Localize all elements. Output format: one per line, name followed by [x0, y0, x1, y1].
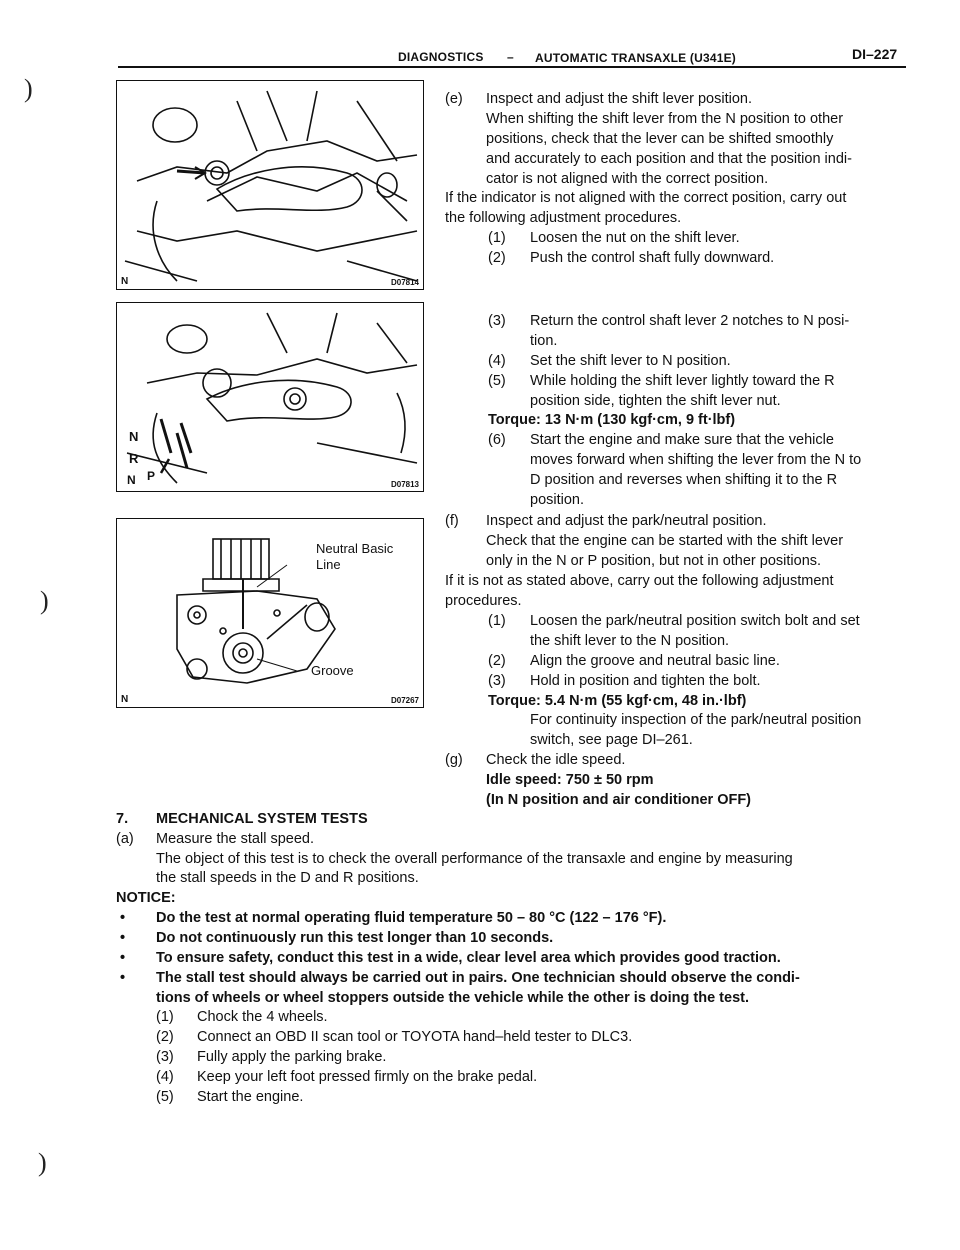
torque-spec: Torque: 5.4 N·m (55 kgf·cm, 48 in.·lbf) [488, 693, 747, 709]
figure-code: D07814 [390, 278, 419, 287]
body-text: Check that the engine can be started with the shift lever [486, 533, 844, 549]
notice-item: tions of wheels or wheel stoppers outside the vehicle while the other is doing the test. [156, 990, 749, 1006]
shift-label-n2: N [127, 473, 136, 487]
figure-corner-label: N [121, 694, 129, 705]
notice-item: To ensure safety, conduct this test in a wide, clear level area which provides good traction. [156, 950, 781, 966]
step-label: (4) [156, 1069, 174, 1085]
body-text: switch, see page DI–261. [530, 732, 693, 748]
bullet: • [120, 950, 126, 966]
body-text: While holding the shift lever lightly toward the R [530, 373, 835, 389]
figure-code: D07267 [390, 696, 419, 705]
header-rule [118, 66, 906, 68]
notice-item: The stall test should always be carried out in pairs. One technician should observe the condi- [156, 970, 800, 986]
step-label: (6) [488, 432, 506, 448]
body-text: the stall speeds in the D and R positions. [156, 870, 419, 886]
idle-speed-condition: (In N position and air conditioner OFF) [486, 792, 752, 808]
body-text: and accurately to each position and that the position indi- [486, 151, 852, 167]
body-text: tion. [530, 333, 558, 349]
body-text: only in the N or P position, but not in other positions. [486, 553, 822, 569]
step-label: (a) [116, 831, 134, 847]
step-label: (e) [445, 91, 463, 107]
step-label: (2) [156, 1029, 174, 1045]
shift-label-r: R [129, 451, 139, 466]
figure-corner-label: N [121, 276, 129, 287]
body-text: Set the shift lever to N position. [530, 353, 731, 369]
body-text: If the indicator is not aligned with the correct position, carry out [445, 190, 847, 206]
body-text: Inspect and adjust the shift lever position. [486, 91, 752, 107]
idle-speed-spec: Idle speed: 750 ± 50 rpm [486, 772, 654, 788]
torque-spec: Torque: 13 N·m (130 kgf·cm, 9 ft·lbf) [488, 412, 736, 428]
figure-shift-positions [116, 302, 424, 492]
step-label: (g) [445, 752, 463, 768]
body-text: For continuity inspection of the park/neutral position [530, 712, 862, 728]
step-label: (f) [445, 513, 459, 529]
bullet: • [120, 910, 126, 926]
binder-mark: ) [24, 74, 33, 103]
body-text: Loosen the park/neutral position switch bolt and set [530, 613, 860, 629]
section-heading: MECHANICAL SYSTEM TESTS [156, 811, 368, 827]
body-text: Inspect and adjust the park/neutral position. [486, 513, 767, 529]
body-text: procedures. [445, 593, 522, 609]
body-text: D position and reverses when shifting it to the R [530, 472, 838, 488]
figure-shift-lever-nut [116, 80, 424, 290]
body-text: Start the engine and make sure that the vehicle [530, 432, 834, 448]
body-text: Return the control shaft lever 2 notches to N posi- [530, 313, 850, 329]
header-section-title: DIAGNOSTICS [398, 50, 484, 64]
step-label: (4) [488, 353, 506, 369]
callout-neutral-basic-line-1: Neutral Basic [316, 541, 394, 556]
notice-heading: NOTICE: [116, 890, 176, 906]
body-text: position side, tighten the shift lever nut. [530, 393, 781, 409]
bullet: • [120, 930, 126, 946]
page-number: DI–227 [852, 46, 898, 62]
body-text: The object of this test is to check the overall performance of the transaxle and engine by measuring [156, 851, 793, 867]
binder-mark: ) [40, 586, 49, 615]
section-number: 7. [116, 811, 129, 827]
body-text: positions, check that the lever can be shifted smoothly [486, 131, 834, 147]
shift-lever-illustration [117, 81, 423, 289]
body-text: Push the control shaft fully downward. [530, 250, 775, 266]
step-label: (3) [488, 313, 506, 329]
body-text: cator is not aligned with the correct position. [486, 171, 769, 187]
body-text: Connect an OBD II scan tool or TOYOTA hand–held tester to DLC3. [197, 1029, 633, 1045]
body-text: Hold in position and tighten the bolt. [530, 673, 761, 689]
figure-code: D07813 [390, 480, 419, 489]
body-text: Fully apply the parking brake. [197, 1049, 387, 1065]
shift-label-n: N [129, 429, 139, 444]
control-shaft-illustration [117, 303, 423, 491]
step-label: (3) [488, 673, 506, 689]
body-text: Chock the 4 wheels. [197, 1009, 328, 1025]
body-text: the shift lever to the N position. [530, 633, 730, 649]
body-text: Start the engine. [197, 1089, 304, 1105]
header-dash: – [507, 50, 514, 64]
header-subtitle: AUTOMATIC TRANSAXLE (U341E) [535, 51, 736, 65]
bullet: • [120, 970, 126, 986]
step-label: (1) [156, 1009, 174, 1025]
body-text: When shifting the shift lever from the N position to other [486, 111, 844, 127]
callout-neutral-basic-line-2: Line [316, 557, 341, 572]
body-text: Check the idle speed. [486, 752, 626, 768]
body-text: Loosen the nut on the shift lever. [530, 230, 740, 246]
notice-item: Do not continuously run this test longer than 10 seconds. [156, 930, 554, 946]
step-label: (5) [488, 373, 506, 389]
step-label: (3) [156, 1049, 174, 1065]
shift-label-p: P [147, 469, 156, 483]
body-text: Measure the stall speed. [156, 831, 314, 847]
step-label: (1) [488, 613, 506, 629]
step-label: (5) [156, 1089, 174, 1105]
step-label: (2) [488, 653, 506, 669]
callout-groove: Groove [311, 663, 354, 678]
notice-item: Do the test at normal operating fluid temperature 50 – 80 °C (122 – 176 °F). [156, 910, 667, 926]
body-text: moves forward when shifting the lever from the N to [530, 452, 862, 468]
figure-park-neutral-switch [116, 518, 424, 708]
step-label: (2) [488, 250, 506, 266]
body-text: position. [530, 492, 585, 508]
body-text: Keep your left foot pressed firmly on the brake pedal. [197, 1069, 538, 1085]
body-text: If it is not as stated above, carry out the following adjustment [445, 573, 834, 589]
binder-mark: ) [38, 1148, 47, 1177]
body-text: Align the groove and neutral basic line. [530, 653, 780, 669]
body-text: the following adjustment procedures. [445, 210, 682, 226]
step-label: (1) [488, 230, 506, 246]
